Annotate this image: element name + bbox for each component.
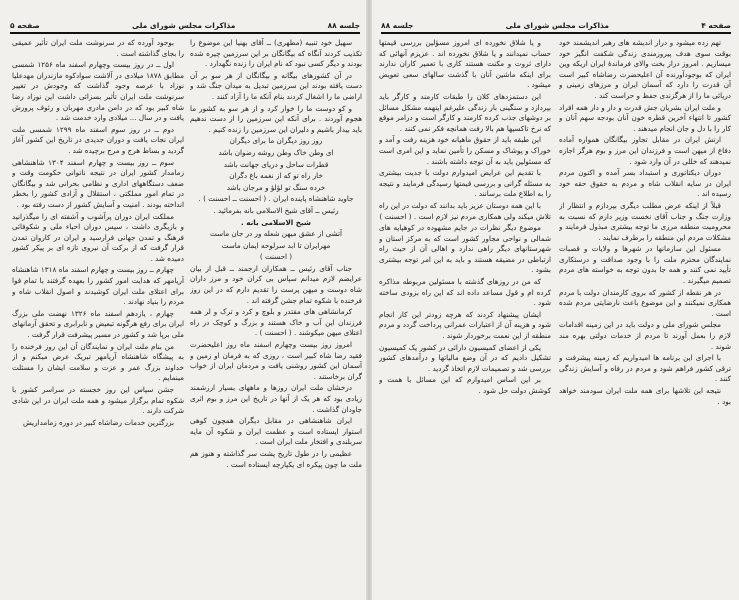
header-rule: [381, 32, 731, 34]
paragraph: با این همه دوستان عزیز باید بدانند که دولت در این راه تلاش میکند ولی همکاری مردم نیز لازم است . ( احسنت ): [379, 200, 551, 221]
paragraph: ارتش ایران در مقابل تجاوز بیگانگان همواره آماده دفاع از میهن است و فرزندان این مرز و بوم هرگز اجازه نمیدهند که خللی در آن وارد شود .: [559, 135, 731, 166]
paragraph: جناب آقای رئیس ــ همکاران ارجمند ــ قبل از بیان عرایضم لازم میدانم سپاس بی کران خود و مرز داران شاه دوست و میهن پرست را تقدیم دارم که در این روز فرخنده با شکوه تمام جشن گرفته اند .: [190, 263, 362, 305]
paragraph: و کو دوست ما را خوار کرد و از هر سو به کشور ما هجوم آوردند . برای آنکه این سرزمین را از دست ندهیم باید بیدار باشیم و دلیران این سرزمین را زنده کنیم .: [190, 103, 362, 134]
paragraph: ایران شاهنشاهی در مقابل دیگران همچون کوهی استوار ایستاده است و عظمت ایران و شکوه آن مایه سربلندی و افتخار ملت ایران است .: [190, 416, 362, 447]
paragraph: در آن کشورهای بیگانه و بیگانگان از هر سو بر آن دست یافته بودند این سرزمین تبدیل به میدان جنگ شد و اراضی ما را اشغال کردند بنام آنکه ما را آزاد کنند .: [190, 70, 362, 101]
paragraph: کرمانشاهی های مقتدر و بلوچ و کرد و ترک و لر همه فرزندان این آب و خاک هستند و بزرگ و کوچک در راه اعتلای میهن میکوشند . ( احسنت ) .: [190, 307, 362, 338]
verse-line: جاوید شاهنشاه پاینده ایران . ( احسنت ــ احسنت ) .: [198, 194, 354, 204]
paragraph: این دستمزدهای کلان را طبقات کارمند و کارگر باید بپردازد و سنگینی بار زندگی علیرغم اینهمه مشکل مسائل بر دوشهای جذب کرده کارمند و کارگر است و درامر موقع که نرخ تاکسیها هم بالا رفت همانچه فکر نمی کنند .: [379, 91, 551, 133]
page-header: [381, 18, 731, 30]
paragraph: امروز روز بیست وچهارم اسفند ماه روز اعلیحضرت فقید رضا شاه کبیر است ، روزی که به فرمان او زمین و آسمان این کشور روشنی یافت و مردمان ایران از خواب گران برخاستند .: [190, 340, 362, 381]
paragraph: مملکت ایران دوران پرآشوب و آشفته ای را میگذرانید و بازیگری داشت ، سپس دوران احیاء ملی و شکوفائی فرهنگ و تمدن جهانی فرارسید و ایران در کاروان تمدن قرار گرفت که از برکت آن نیروی تازه ای بر پیکر کشور دمیده شد .: [12, 211, 184, 263]
right-page: [371, 0, 739, 600]
text-column-right: [190, 38, 362, 593]
page-header: [10, 18, 360, 30]
left-page: [0, 0, 368, 600]
verse-line: آتشی از عشق میهن شعله ور در جان ماست: [209, 229, 342, 239]
paragraph: این طبقه باید از حقوق ماهیانه خود هزینه رفت و آمد و خوراک و پوشاک و مسکن را تأمین نماید و این امری است که مسئولین باید به آن توجه داشته باشند .: [379, 135, 551, 166]
verse-line: ای وطن خاک وطن روشه رضوان باشد: [218, 147, 334, 157]
paragraph: نتیجه این تلاشها برای همه ملت ایران سودمند خواهد بود .: [559, 386, 731, 406]
paragraph: موضوع دیگر نظرات در جایم مشهوده در کوهپایه های شمالی و نواحی مجاور کشور است که به مرکز استان و شهرستانهای دیگر راهی ندارد و اهالی آن از حیث راه ارتباطی در مضیقه هستند و باید به این امر توجه بیشتری بشود .: [379, 223, 551, 275]
text-column-left: [12, 38, 184, 593]
paragraph: بر این اساس امیدوارم که این مسائل با همت و کوشش دولت حل شود .: [379, 375, 551, 395]
verse-line: خرده سنگ تو لؤلؤ و مرجان باشد: [226, 182, 326, 192]
paragraph: سوم ــ روز بیست و چهارم اسفند ۱۳۰۴ شاهنشاهی زمامدار کشور ایران در نتیجه ناتوانی حکومت وقت و ضعف دستگاههای اداری و نظامی بحرانی شد و بیگانگان در تمام امور مملکتی ، استقلال و آزادی کشور را بخطر انداخته بودند . امنیت و آسایش کشور از دست رفته بود .: [12, 157, 184, 209]
verse-line: خار راه تو که از نغمه باغ دگران: [229, 171, 323, 181]
paragraph: و ملت ایران بشریان جش قدرت و دار و دار همه افراد کشور تا انتهاء آخرین قطره خون آنان بودجه سهم آنان و کار را با دل و جان انجام میدهند .: [559, 102, 731, 133]
publication-title: مذاکرات مجلس شورای ملی: [132, 21, 236, 30]
speaker-name: شیخ الاسلامی بانه .: [241, 217, 311, 227]
paragraph: قبلاً از اینکه عرض مطلب دیگری بپردازم و انتظار از وزارت جنگ و جناب آقای نخست وزیر دارم که نسبت به محرومیت منطقه مرزی ما توجه بیشتری مبذول فرمایند و مشکلات مردم این منطقه را برطرف نمایند .: [559, 200, 731, 242]
paragraph: مسئول این سازمانها در شهرها و ولایات و قصبات نمایندگان محترم ملت را با وجود صداقت و درستکاری تأیید نمی کنند و همه جا بدون توجه به خواسته های مردم تصمیم میگیرند .: [559, 244, 731, 286]
paragraph: ایشان پیشنهاد کردند که هرچه زودتر این کار انجام شود و هزینه آن از اعتبارات عمرانی پرداخت گردد و مردم منطقه از این نعمت برخوردار شوند .: [379, 309, 551, 341]
verse-line: روز روز دیگران ما برای دیگران: [229, 136, 323, 146]
paragraph: من بنام ملت ایران و نمایندگان آن این روز فرخنده را به پیشگاه شاهنشاه آریامهر تبریک عرض میکنم و از خداوند بزرگ عمر و عزت و سلامت ایشان را مسئلت مینمایم .: [12, 341, 184, 383]
paragraph: درخشان ملت ایران روزها و ماههای بسیار ارزشمند زیادی بود که هر یک از آنها در تاریخ این مرز و بوم اثری جاودان گذاشت .: [190, 383, 362, 414]
paragraph: با تقدیم این عرایض امیدوارم دولت با جدیت بیشتری به مسئله گرانی و بررسی قیمتها رسیدگی فرمایند و نتیجه را به اطلاع ملت برسانند .: [379, 168, 551, 199]
paragraph: در هر نقطه از کشور که بروی کارمندان دولت با مردم همکاری نمیکنند و این موضوع باعث نارضایتی مردم شده است .: [559, 287, 731, 318]
verse-line: مهرایران تا ابد سرلوحه ایمان ماست: [221, 240, 331, 250]
verse-line: قطرات ساحل و دریای جهانت باشد: [223, 159, 329, 169]
paragraph: بوجود آورده که در سرنوشت ملت ایران تأثیر عمیقی را بجای گذاشته است .: [12, 38, 184, 58]
paragraph: دوم ــ در روز سوم اسفند ماه ۱۲۹۹ شمسی ملت ایران نجات یافت و دوران جدیدی در تاریخ این کشور آغاز گردید و بساط هرج و مرج برچیده شد .: [12, 124, 184, 155]
page-number: صفحه ۵: [10, 21, 40, 30]
text-column-left: [379, 38, 551, 593]
verse-line: رئیس ــ آقای شیخ الاسلامی بانه بفرمائید .: [213, 205, 339, 215]
paragraph: اول ــ در روز بیست وچهارم اسفند ماه ۱۲۵۶ شمسی مطابق ۱۸۷۸ میلادی در آلاشت سوادکوه مازندران مهدعلیا نوزاد با عرصه وجود گذاشت که وجودش در تغییر سرنوشت ملت ایران تأثیر بسزائی داشت این نوزاد رضا شاه کبیر بود که در دامن مادری مهربان و رئوف پرورش یافت و در سال ... میلادی وارد خدمت شد .: [12, 60, 184, 123]
page-number: صفحه ۴: [701, 21, 731, 30]
paragraph: که من در روزهای گذشته با مسئولین مربوطه مذاکره کرده ام و قول مساعد داده اند که این راه بزودی ساخته شود .: [379, 277, 551, 308]
paragraph: بزرگترین خدمات رضاشاه کبیر در دوره زمامداریش: [22, 417, 174, 427]
paragraph: چهارم ، یازدهم اسفند ماه ۱۳۲۶ نهضت ملی بزرگ ایران برای رفع هرگونه تبعیض و نابرابری و تحقق آرمانهای ملی برپا شد و کشور در مسیر پیشرفت قرار گرفت .: [12, 308, 184, 340]
paragraph: یکی از اعضای کمیسیون دارائی در کشور یک کمیسیون تشکیل دادیم که در آن وضع مالیاتها و درآمدهای کشور بررسی شد و تصمیمات لازم اتخاذ گردید .: [379, 342, 551, 373]
paragraph: دوران دیکتاتوری و استبداد بسر آمده و اکنون مردم ایران در سایه انقلاب شاه و مردم به حقوق حقه خود رسیده اند .: [559, 168, 731, 199]
publication-title: مذاکرات مجلس شورای ملی: [505, 21, 609, 30]
paragraph: مجلس شورای ملی و دولت باید در این زمینه اقدامات لازم را بعمل آورند تا مردم از خدمات دولتی بهره مند شوند .: [559, 320, 731, 351]
verse-line: ( احسنت ): [259, 252, 293, 262]
paragraph: سهیل خود تنبیه (مطهری) ــ آقای بهنیا این موضوع را تکذیب کردند آنگاه که بیگانگان بر این سرزمین چیره شده بودند و دیگر کسی نبود که نام ایران را زنده نگهدارد .: [190, 38, 362, 69]
session-number: جلسه ۸۸: [381, 21, 414, 30]
header-rule: [10, 32, 360, 34]
text-column-right: [559, 38, 731, 593]
session-number: جلسه ۸۸: [327, 21, 360, 30]
paragraph: با اجرای این برنامه ها امیدواریم که زمینه پیشرفت و ترقی کشور فراهم شود و مردم در رفاه و آسایش زندگی کنند .: [559, 353, 731, 384]
paragraph: و یا شلاق نخورده ای امروز مسؤلین بررسی قیمتها حساب نمیدانند و یا شلاق نخورده اند . عزیزم آنهائی که دارای ثروت و مکنت هستند کاری با تعمیر کاران ندارند برای اینکه ماشین آنان با گذشت سالهای سعی تعویض میشود .: [379, 38, 551, 90]
paragraph: تهم زده میشود و دراز اندیشه های رهبر اندیشمند خود بوقت سوی هدف پیروزمندی زندگی شکفت انگیز خود میسازیم . امروز دراز بخت والای فرماندهٔ ایران اریکه وین ایران که بوجودآورنده آن اعلیحضرت رضاشاه کبیر است آن قدرت را دارد که آسمان ایران و مرزهای زمینی و دریائی ما را از هرگزندی حفظ و حراست کند .: [559, 38, 731, 100]
paragraph: چهارم ــ روز بیست و چهارم اسفند ماه ۱۳۱۸ شاهنشاه آریامهر که هدایت امور کشور را بعهده گرفتند با تمام قوا برای اعتلای ملت ایران کوشیدند و اصول انقلاب شاه و مردم را بنیاد نهادند .: [12, 265, 184, 307]
paragraph: جشن سپاس این روز خجسته در سراسر کشور با شکوه تمام برگزار میشود و همه ملت ایران در این شادی شرکت دارند .: [12, 385, 184, 416]
paragraph: عظیمی را در طول تاریخ پشت سر گذاشته و هنوز هم ملت ما چون پیکره ای یکپارچه ایستاده است .: [190, 448, 362, 469]
